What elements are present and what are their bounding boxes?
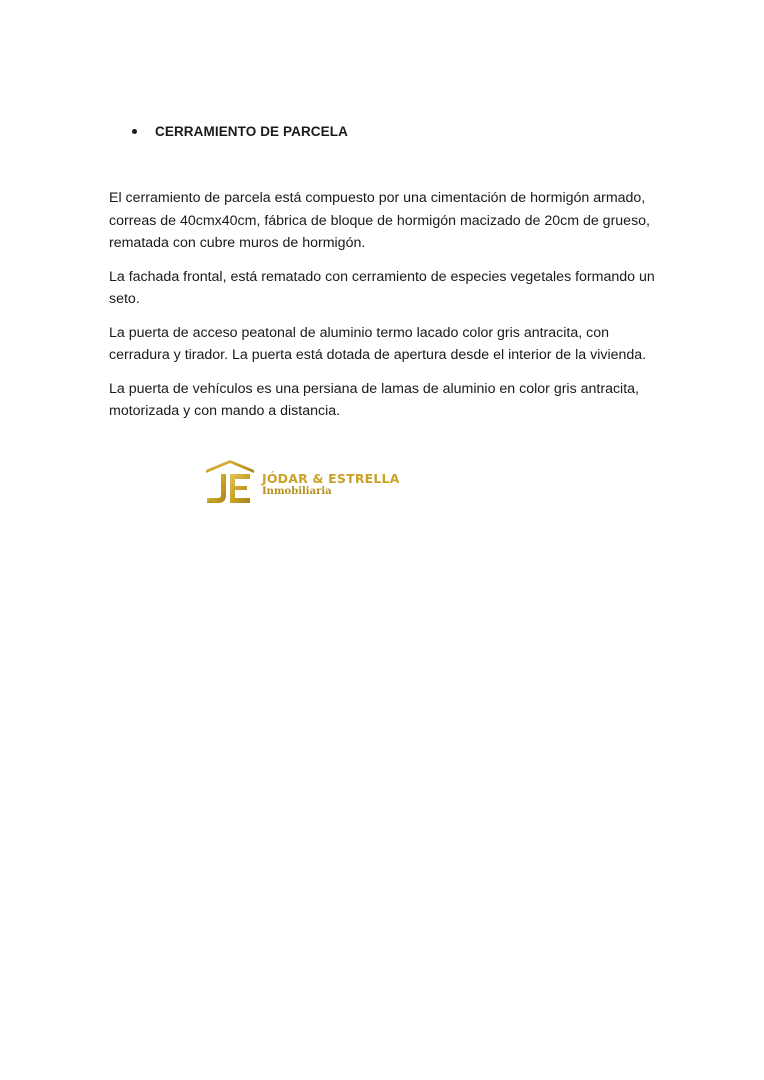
paragraph-1: El cerramiento de parcela está compuesto por una cimentación de hormigón armado, correas de 40cmx40cm, fábrica de bloque de hormigón macizado de 20cm de grueso, rematada con cubre muros de hormigón.: [109, 190, 651, 251]
logo-text: [262, 472, 400, 498]
company-logo: [204, 456, 404, 508]
section-heading: [132, 124, 348, 139]
bullet-icon: [132, 129, 137, 134]
logo-name: JÓDAR & ESTRELLA: [262, 471, 400, 486]
body-text: [109, 187, 669, 434]
paragraph-3: La puerta de acceso peatonal de aluminio termo lacado color gris antracita, con cerradura y tirador. La puerta está dotada de apertura desde el interior de la vivienda.: [109, 324, 647, 363]
logo-subtitle: Inmobiliaria: [262, 486, 332, 497]
paragraph-2: La fachada frontal, está rematado con cerramiento de especies vegetales formando un seto.: [109, 268, 655, 307]
section-heading-title: CERRAMIENTO DE PARCELA: [155, 124, 348, 139]
house-je-monogram-icon: [204, 457, 258, 507]
paragraph-4: La puerta de vehículos es una persiana de lamas de aluminio en color gris antracita, motorizada y con mando a distancia.: [109, 380, 639, 419]
